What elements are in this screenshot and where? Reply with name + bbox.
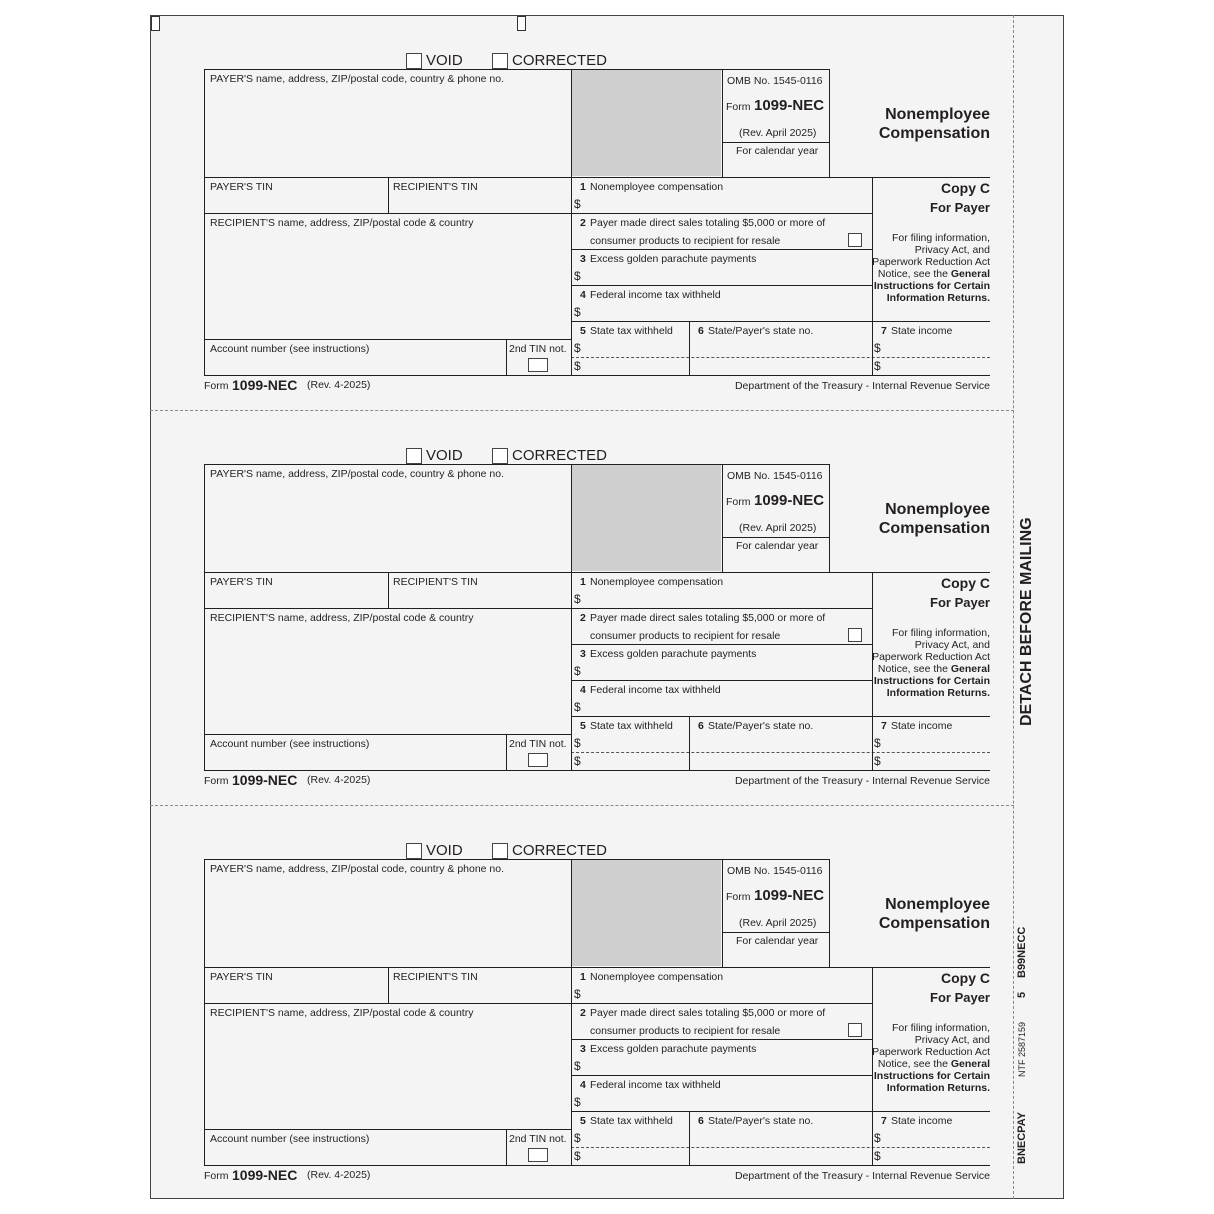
box4-number: 4: [580, 684, 586, 696]
grid-line: [204, 464, 205, 770]
filing-info-line: Instructions for Certain: [873, 280, 990, 292]
filing-info-bold: General: [950, 663, 990, 675]
form-title-line2: Compensation: [878, 125, 990, 142]
box5-number: 5: [580, 1115, 586, 1127]
filing-info-line: [878, 1058, 990, 1070]
box1-number: 1: [580, 181, 586, 193]
account-number-label: Account number (see instructions): [210, 1133, 370, 1145]
second-tin-checkbox[interactable]: [528, 1148, 548, 1162]
calendar-year-label: For calendar year: [736, 935, 819, 947]
box5-dollar: $: [574, 1131, 581, 1145]
box5-number: 5: [580, 325, 586, 337]
box2-checkbox[interactable]: [848, 628, 862, 642]
void-label: VOID: [426, 842, 463, 859]
filing-info-line: For filing information,: [891, 627, 990, 639]
box7-dollar: $: [874, 1131, 881, 1145]
form-title-line2: Compensation: [878, 520, 990, 537]
omb-number: OMB No. 1545-0116: [727, 75, 823, 87]
corrected-label: CORRECTED: [512, 842, 608, 859]
payer-tin-field[interactable]: [206, 983, 386, 1001]
box7-number: 7: [881, 1115, 887, 1127]
box7-number: 7: [881, 325, 887, 337]
box2-checkbox[interactable]: [848, 1023, 862, 1037]
box4-label: Federal income tax withheld: [590, 684, 721, 696]
box6-number: 6: [698, 720, 704, 732]
footer-form-number: 1099-NEC: [232, 377, 298, 393]
shaded-area: [572, 860, 721, 966]
payer-name-label: PAYER'S name, address, ZIP/postal code, country & phone no.: [210, 863, 505, 875]
grid-line: [571, 321, 990, 322]
filing-info-line: Paperwork Reduction Act: [872, 256, 990, 268]
grid-line: [722, 142, 830, 143]
detach-before-mailing: DETACH BEFORE MAILING: [1018, 517, 1035, 726]
grid-line: [872, 572, 873, 770]
recipient-tin-label: RECIPIENT'S TIN: [393, 576, 478, 588]
box7-amount-field[interactable]: [884, 734, 990, 769]
box3-label: Excess golden parachute payments: [590, 253, 757, 265]
box6-label: State/Payer's state no.: [708, 1115, 814, 1127]
box2-number: 2: [580, 1007, 586, 1019]
recipient-tin-label: RECIPIENT'S TIN: [393, 181, 478, 193]
second-tin-label: 2nd TIN not.: [509, 738, 567, 750]
box2-label-line1: Payer made direct sales totaling $5,000 or more of: [590, 1007, 826, 1019]
filing-info-bold: General: [950, 1058, 990, 1070]
form-number: 1099-NEC: [754, 887, 825, 904]
box3-label: Excess golden parachute payments: [590, 1043, 757, 1055]
box7-dollar: $: [874, 736, 881, 750]
box5-number: 5: [580, 720, 586, 732]
filing-info-line: Instructions for Certain: [873, 1070, 990, 1082]
void-label: VOID: [426, 52, 463, 69]
recipient-name-label: RECIPIENT'S name, address, ZIP/postal code & country: [210, 1007, 474, 1019]
payer-tin-label: PAYER'S TIN: [210, 971, 273, 983]
void-checkbox[interactable]: [406, 448, 422, 464]
grid-line: [506, 1129, 507, 1165]
grid-line: [571, 680, 872, 681]
recipient-tin-field[interactable]: [390, 983, 570, 1001]
box6-number: 6: [698, 325, 704, 337]
grid-line: [204, 770, 990, 771]
box7-dollar: $: [874, 1149, 881, 1163]
box7-dollar: $: [874, 754, 881, 768]
box6-state-field[interactable]: [691, 1129, 870, 1164]
second-tin-checkbox[interactable]: [528, 358, 548, 372]
grid-line: [689, 1111, 690, 1165]
box4-dollar: $: [574, 700, 581, 714]
filing-info-line: Privacy Act, and: [914, 244, 990, 256]
filing-info-line: Instructions for Certain: [873, 675, 990, 687]
recipient-tin-field[interactable]: [390, 588, 570, 606]
grid-line: [571, 285, 872, 286]
box2-label-line2: consumer products to recipient for resale: [590, 630, 781, 642]
filing-info-line: For filing information,: [891, 232, 990, 244]
box4-dollar: $: [574, 1095, 581, 1109]
box1-label: Nonemployee compensation: [590, 971, 724, 983]
grid-line: [204, 464, 830, 465]
second-tin-checkbox[interactable]: [528, 753, 548, 767]
grid-line: [722, 464, 723, 572]
grid-line: [722, 859, 723, 967]
box6-label: State/Payer's state no.: [708, 720, 814, 732]
form-title-line2: Compensation: [878, 915, 990, 932]
grid-line: [722, 932, 830, 933]
footer-department: Department of the Treasury - Internal Revenue Service: [734, 1170, 990, 1182]
void-checkbox[interactable]: [406, 843, 422, 859]
omb-number: OMB No. 1545-0116: [727, 865, 823, 877]
filing-info-line: [878, 268, 990, 280]
recipient-name-field[interactable]: [206, 230, 570, 337]
account-number-label: Account number (see instructions): [210, 343, 370, 355]
box2-label-line1: Payer made direct sales totaling $5,000 or more of: [590, 217, 826, 229]
copy-label: Copy C: [941, 180, 990, 196]
copy-label: Copy C: [941, 970, 990, 986]
box4-amount-field[interactable]: [584, 303, 870, 319]
for-payer-label: For Payer: [930, 990, 990, 1005]
grid-line: [204, 859, 830, 860]
grid-line: [571, 1075, 872, 1076]
form-copy: [0, 805, 1214, 1200]
box7-label: State income: [891, 1115, 953, 1127]
grid-line: [388, 967, 389, 1003]
account-number-field[interactable]: [206, 355, 504, 373]
box4-number: 4: [580, 1079, 586, 1091]
grid-line: [506, 734, 507, 770]
box1-label: Nonemployee compensation: [590, 181, 724, 193]
box2-label-line2: consumer products to recipient for resale: [590, 235, 781, 247]
filing-info-line: Information Returns.: [886, 687, 990, 699]
box5-dollar: $: [574, 736, 581, 750]
grid-line: [204, 1003, 872, 1004]
side-code: NTF 2587159: [1017, 1021, 1027, 1077]
filing-info-line: Privacy Act, and: [914, 1034, 990, 1046]
box6-number: 6: [698, 1115, 704, 1127]
payer-tin-label: PAYER'S TIN: [210, 576, 273, 588]
grid-line: [204, 859, 205, 1165]
recipient-name-field[interactable]: [206, 625, 570, 732]
recipient-tin-field[interactable]: [390, 193, 570, 211]
grid-line: [689, 321, 690, 375]
payer-tin-field[interactable]: [206, 193, 386, 211]
grid-line: [571, 249, 872, 250]
recipient-name-label: RECIPIENT'S name, address, ZIP/postal code & country: [210, 217, 474, 229]
box2-checkbox[interactable]: [848, 233, 862, 247]
filing-info-line: For filing information,: [891, 1022, 990, 1034]
corrected-checkbox[interactable]: [492, 53, 508, 69]
form-word: Form: [726, 496, 751, 508]
grid-line: [204, 608, 872, 609]
box1-label: Nonemployee compensation: [590, 576, 724, 588]
box6-state-field[interactable]: [691, 339, 870, 374]
box4-number: 4: [580, 289, 586, 301]
box7-amount-field[interactable]: [884, 339, 990, 374]
filing-info-text: Notice, see the: [877, 268, 948, 280]
grid-line: [829, 464, 830, 572]
grid-line: [204, 69, 830, 70]
filing-info-line: Information Returns.: [886, 292, 990, 304]
box7-label: State income: [891, 720, 953, 732]
box1-amount-field[interactable]: [584, 195, 870, 211]
omb-number: OMB No. 1545-0116: [727, 470, 823, 482]
filing-info-bold: General: [950, 268, 990, 280]
footer-form-number: 1099-NEC: [232, 772, 298, 788]
footer-revision: (Rev. 4-2025): [307, 1169, 371, 1181]
box4-amount-field[interactable]: [584, 1093, 870, 1109]
filing-info-line: Privacy Act, and: [914, 639, 990, 651]
box3-number: 3: [580, 648, 586, 660]
box6-label: State/Payer's state no.: [708, 325, 814, 337]
filing-info-text: Notice, see the: [877, 1058, 948, 1070]
payer-name-field[interactable]: [206, 877, 570, 965]
side-code: 5: [1016, 991, 1028, 998]
side-code: BNECPAY: [1016, 1112, 1028, 1164]
recipient-name-label: RECIPIENT'S name, address, ZIP/postal code & country: [210, 612, 474, 624]
box1-dollar: $: [574, 987, 581, 1001]
box3-dollar: $: [574, 269, 581, 283]
corrected-label: CORRECTED: [512, 52, 608, 69]
filing-info-line: Information Returns.: [886, 1082, 990, 1094]
copy-label: Copy C: [941, 575, 990, 591]
box6-state-field[interactable]: [691, 734, 870, 769]
box7-label: State income: [891, 325, 953, 337]
grid-line: [506, 339, 507, 375]
void-label: VOID: [426, 447, 463, 464]
box2-number: 2: [580, 612, 586, 624]
shaded-area: [572, 70, 721, 176]
recipient-tin-label: RECIPIENT'S TIN: [393, 971, 478, 983]
box7-number: 7: [881, 720, 887, 732]
grid-line: [689, 716, 690, 770]
grid-line: [571, 644, 872, 645]
payer-tin-label: PAYER'S TIN: [210, 181, 273, 193]
payer-tin-field[interactable]: [206, 588, 386, 606]
box4-label: Federal income tax withheld: [590, 1079, 721, 1091]
shaded-area: [572, 465, 721, 571]
box3-amount-field[interactable]: [584, 662, 870, 678]
box7-dollar: $: [874, 359, 881, 373]
revision-date: (Rev. April 2025): [739, 522, 817, 534]
box5-amount-field[interactable]: [584, 1129, 688, 1164]
form-title-line1: Nonemployee: [885, 106, 990, 123]
form-word: Form: [726, 101, 751, 113]
account-number-field[interactable]: [206, 750, 504, 768]
box7-amount-field[interactable]: [884, 1129, 990, 1164]
box3-amount-field[interactable]: [584, 1057, 870, 1073]
box3-number: 3: [580, 253, 586, 265]
grid-line: [204, 1129, 571, 1130]
box1-dollar: $: [574, 592, 581, 606]
revision-date: (Rev. April 2025): [739, 127, 817, 139]
payer-name-label: PAYER'S name, address, ZIP/postal code, country & phone no.: [210, 468, 505, 480]
payer-name-field[interactable]: [206, 482, 570, 570]
grid-line: [204, 213, 872, 214]
payer-name-label: PAYER'S name, address, ZIP/postal code, country & phone no.: [210, 73, 505, 85]
box5-label: State tax withheld: [590, 325, 673, 337]
corrected-checkbox[interactable]: [492, 843, 508, 859]
grid-line: [571, 1039, 872, 1040]
void-checkbox[interactable]: [406, 53, 422, 69]
box1-number: 1: [580, 971, 586, 983]
box5-label: State tax withheld: [590, 720, 673, 732]
box3-label: Excess golden parachute payments: [590, 648, 757, 660]
footer-form-word: Form: [204, 380, 229, 392]
box1-dollar: $: [574, 197, 581, 211]
box4-amount-field[interactable]: [584, 698, 870, 714]
footer-form-number: 1099-NEC: [232, 1167, 298, 1183]
corrected-label: CORRECTED: [512, 447, 608, 464]
box2-number: 2: [580, 217, 586, 229]
grid-line: [829, 859, 830, 967]
account-number-label: Account number (see instructions): [210, 738, 370, 750]
grid-line: [829, 69, 830, 177]
grid-line: [388, 572, 389, 608]
footer-department: Department of the Treasury - Internal Revenue Service: [734, 775, 990, 787]
footer-department: Department of the Treasury - Internal Revenue Service: [734, 380, 990, 392]
grid-line: [872, 967, 873, 1165]
calendar-year-label: For calendar year: [736, 540, 819, 552]
box5-dollar: $: [574, 754, 581, 768]
footer-form-word: Form: [204, 1170, 229, 1182]
box5-dollar: $: [574, 359, 581, 373]
footer-revision: (Rev. 4-2025): [307, 379, 371, 391]
box1-amount-field[interactable]: [584, 985, 870, 1001]
form-word: Form: [726, 891, 751, 903]
footer-form-word: Form: [204, 775, 229, 787]
second-tin-label: 2nd TIN not.: [509, 343, 567, 355]
footer-revision: (Rev. 4-2025): [307, 774, 371, 786]
form-title-line1: Nonemployee: [885, 501, 990, 518]
account-number-field[interactable]: [206, 1145, 504, 1163]
grid-line: [722, 69, 723, 177]
box5-amount-field[interactable]: [584, 339, 688, 374]
grid-line: [388, 177, 389, 213]
box4-dollar: $: [574, 305, 581, 319]
recipient-name-field[interactable]: [206, 1020, 570, 1127]
form-title-line1: Nonemployee: [885, 896, 990, 913]
box5-amount-field[interactable]: [584, 734, 688, 769]
grid-line: [722, 537, 830, 538]
grid-line: [204, 1165, 990, 1166]
box1-amount-field[interactable]: [584, 590, 870, 606]
for-payer-label: For Payer: [930, 200, 990, 215]
corrected-checkbox[interactable]: [492, 448, 508, 464]
payer-name-field[interactable]: [206, 87, 570, 175]
calendar-year-label: For calendar year: [736, 145, 819, 157]
box1-number: 1: [580, 576, 586, 588]
grid-line: [571, 716, 990, 717]
box5-dollar: $: [574, 1149, 581, 1163]
side-code: B99NECC: [1016, 926, 1028, 978]
for-payer-label: For Payer: [930, 595, 990, 610]
box7-dollar: $: [874, 341, 881, 355]
box3-dollar: $: [574, 664, 581, 678]
box2-label-line1: Payer made direct sales totaling $5,000 or more of: [590, 612, 826, 624]
grid-line: [204, 69, 205, 375]
box5-dollar: $: [574, 341, 581, 355]
form-number: 1099-NEC: [754, 97, 825, 114]
form-number: 1099-NEC: [754, 492, 825, 509]
grid-line: [571, 1111, 990, 1112]
form-copy: [0, 15, 1214, 410]
grid-line: [204, 734, 571, 735]
revision-date: (Rev. April 2025): [739, 917, 817, 929]
filing-info-text: Notice, see the: [877, 663, 948, 675]
filing-info-line: Paperwork Reduction Act: [872, 1046, 990, 1058]
box5-label: State tax withheld: [590, 1115, 673, 1127]
grid-line: [872, 177, 873, 375]
filing-info-line: [878, 663, 990, 675]
box3-dollar: $: [574, 1059, 581, 1073]
filing-info-line: Paperwork Reduction Act: [872, 651, 990, 663]
box3-amount-field[interactable]: [584, 267, 870, 283]
grid-line: [204, 339, 571, 340]
second-tin-label: 2nd TIN not.: [509, 1133, 567, 1145]
box2-label-line2: consumer products to recipient for resale: [590, 1025, 781, 1037]
box4-label: Federal income tax withheld: [590, 289, 721, 301]
grid-line: [204, 375, 990, 376]
box3-number: 3: [580, 1043, 586, 1055]
